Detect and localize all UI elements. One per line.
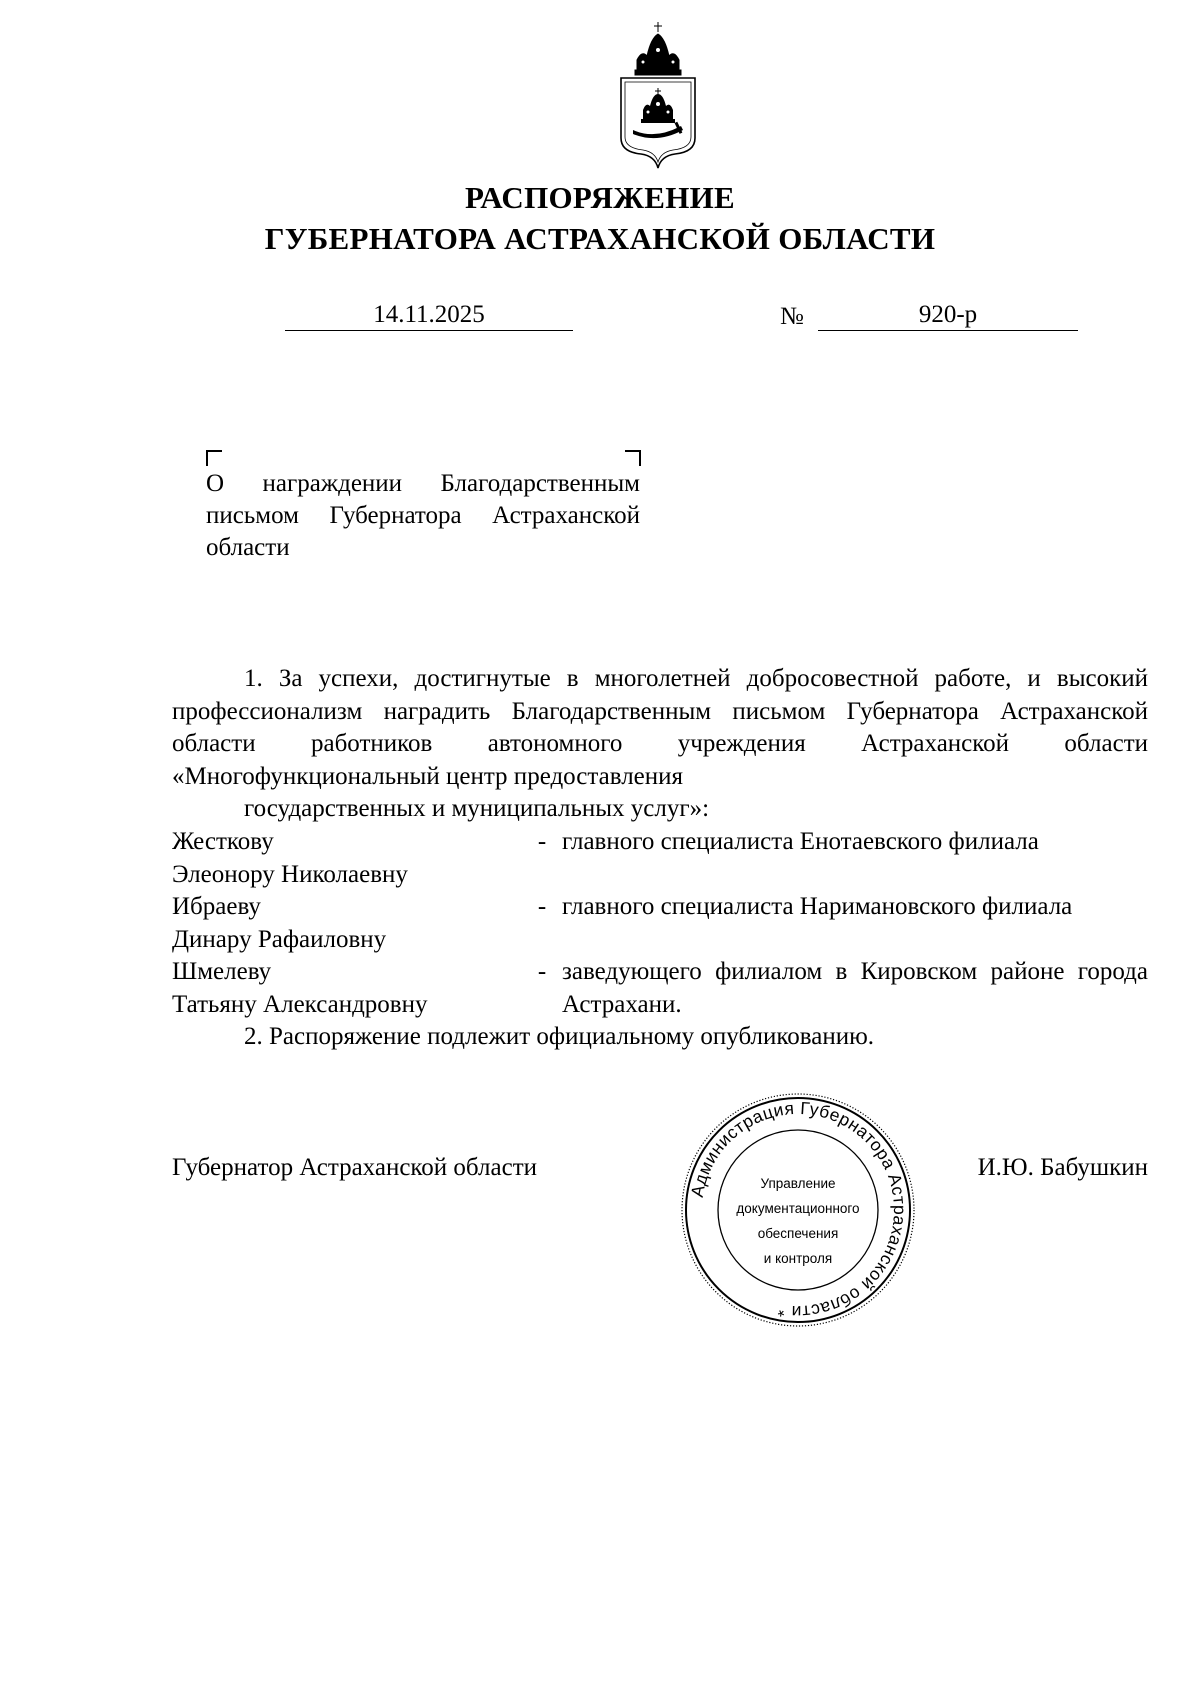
awardee-position: заведующего филиалом в Кировском районе города Астрахани. [562,958,1148,1018]
paragraph-1-main: 1. За успехи, достигнутые в многолетней добросовестной работе, и высокий профессионализм наградить Благодарственным письмом Губернатора Астраханской области работников автономного учреждения Астраханской области «Многофункциональный центр предоставления [172,665,1148,790]
awardee-surname: Ибраеву [172,893,261,920]
awardee-dash: - [537,828,547,855]
number-sign: № [780,303,804,330]
document-subject: О награждении Благодарственным письмом Губернатора Астраханской области [206,470,640,561]
coat-of-arms-emblem [615,20,701,170]
awardee-dash: - [537,958,547,985]
document-title-line-1: РАСПОРЯЖЕНИЕ [464,180,736,215]
awardee-given-names: Татьяну Александровну [172,990,428,1018]
awardee-position: главного специалиста Наримановского филиала [562,893,1073,920]
official-seal-stamp [680,1092,916,1328]
awardee-name [172,826,532,891]
signatory-name: И.Ю. Бабушкин [977,1154,1148,1181]
seal-inner-line: и контроля [763,1251,833,1266]
awardee-position: главного специалиста Енотаевского филиала [562,828,1039,855]
awardee-surname: Шмелеву [172,958,272,985]
signatory-title: Губернатор Астраханской области [172,1154,538,1181]
awardee-given-names: Элеонору Николаевну [172,860,408,888]
awardee-row [172,956,1148,1021]
seal-inner-line: обеспечения [757,1226,839,1241]
awardee-name [172,891,532,956]
document-number: 920-р [818,300,1078,331]
document-title-line-2: ГУБЕРНАТОРА АСТРАХАНСКОЙ ОБЛАСТИ [264,221,936,256]
awardee-name [172,956,532,1021]
awardee-row [172,826,1148,891]
seal-inner-line: Управление [760,1176,836,1191]
seal-outer-text: Администрация Губернатора Астраханской области * [686,1097,911,1323]
subject-corner-left [206,450,222,466]
subject-corner-right [625,450,641,466]
awardee-dash: - [537,893,547,920]
awardee-surname: Жесткову [172,828,274,855]
awardee-row [172,891,1148,956]
document-date: 14.11.2025 [285,300,573,331]
seal-inner-line: документационного [736,1201,860,1216]
paragraph-1 [172,663,1148,826]
paragraph-2: 2. Распоряжение подлежит официальному опубликованию. [244,1023,875,1050]
awardee-given-names: Динару Рафаиловну [172,925,387,953]
paragraph-1-last-line: государственных и муниципальных услуг»: [244,795,710,822]
